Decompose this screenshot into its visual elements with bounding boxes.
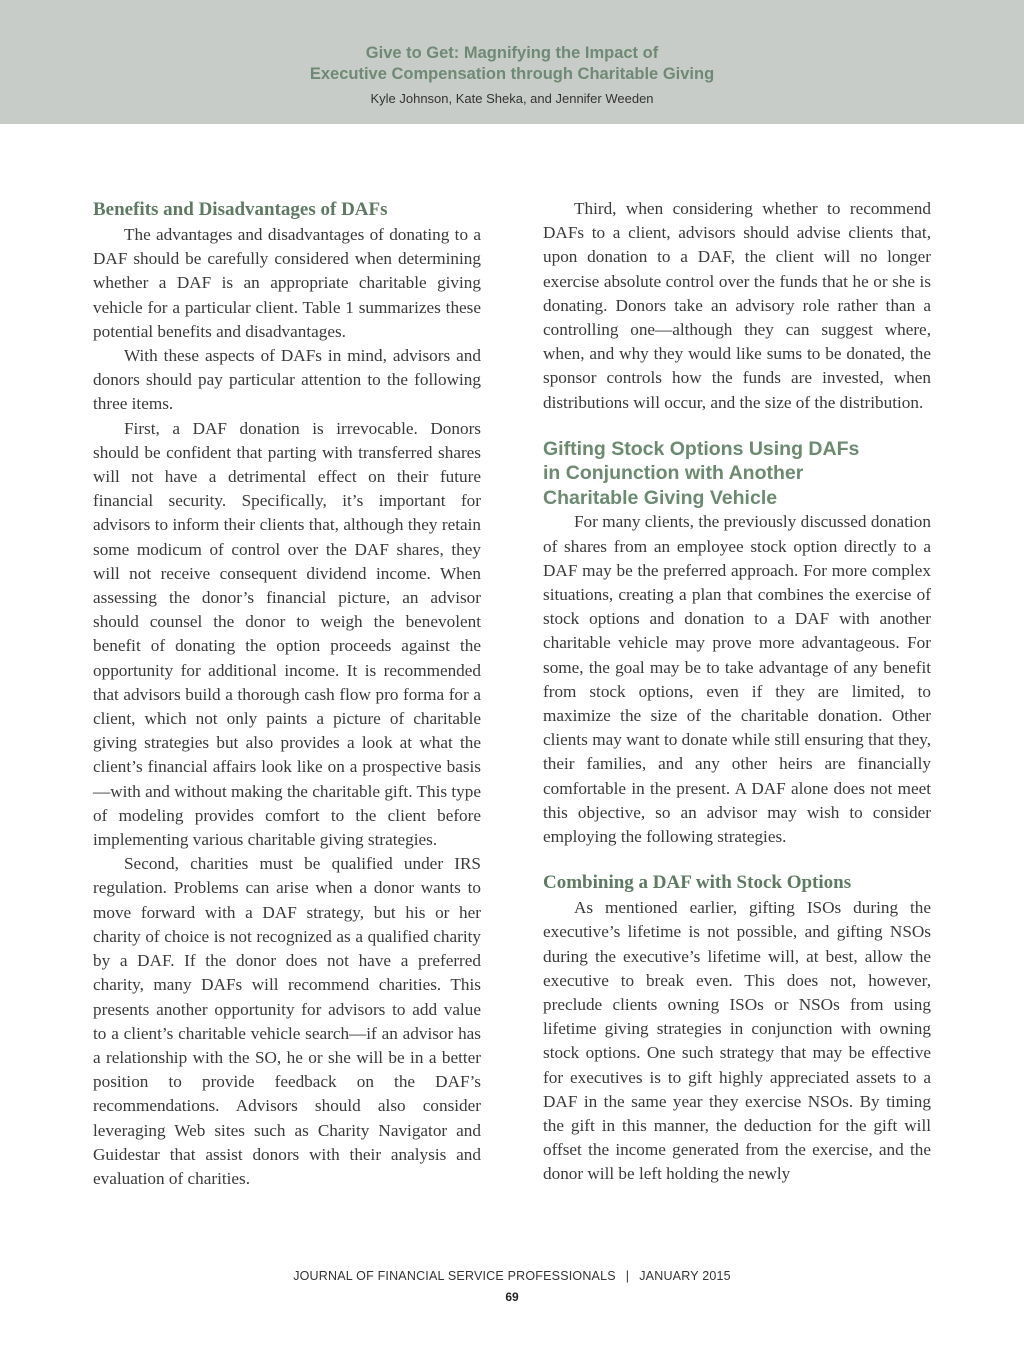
left-column (93, 197, 481, 1191)
paragraph-advantages: The advantages and disadvantages of donating to a DAF should be carefully considered when determining whether a DAF is an appropriate charitable giving vehicle for a particular client. Table 1 summarizes these potential benefits and disadvantages. (93, 225, 481, 341)
paragraph-aspects: With these aspects of DAFs in mind, advisors and donors should pay particular attention to the following three items. (93, 346, 481, 414)
paragraph-third: Third, when considering whether to recommend DAFs to a client, advisors should advise clients that, upon donation to a DAF, the client will no longer exercise absolute control over the funds that he or she is donating. Donors take an advisory role rather than a controlling one—although they can suggest where, when, and why they would like sums to be donated, the sponsor controls how the funds are invested, when distributions will occur, and the size of the distribution. (543, 199, 931, 412)
right-column (543, 197, 931, 1187)
article-title-line-1: Give to Get: Magnifying the Impact of (365, 44, 659, 62)
page-footer (0, 1269, 1024, 1283)
paragraph-gifting: For many clients, the previously discussed donation of shares from an employee stock option directly to a DAF may be the preferred approach. For more complex situations, creating a plan that combines the exercise of stock options and donation to a DAF with another charitable vehicle may prove more advantageous. For some, the goal may be to take advantage of any benefit from stock options, even if they are limited, to maximize the size of the charitable donation. Other clients may want to donate while still ensuring that they, their families, and any other heirs are financially comfortable in the present. A DAF alone does not meet this objective, so an advisor may wish to consider employing the following strategies. (543, 512, 931, 846)
page-number: 69 (505, 1290, 519, 1304)
paragraph-combining: As mentioned earlier, gifting ISOs during the executive’s lifetime is not possible, and gifting NSOs during the executive’s lifetime will, at best, allow the executive to break even. This does not, however, preclude clients owning ISOs or NSOs from using lifetime giving strategies in conjunction with owning stock options. One such strategy that may be effective for executives is to gift highly appreciated assets to a DAF in the same year they exercise NSOs. By timing the gift in this manner, the deduction for the gift will offset the income generated from the exercise, and the donor will be left holding the newly (543, 898, 931, 1184)
paragraph-first: First, a DAF donation is irrevocable. Donors should be confident that parting with transferred shares will not have a detrimental effect on their future financial security. Specifically, it’s important for advisors to inform their clients that, although they retain some modicum of control over the DAF shares, they will not receive consequent dividend income. When assessing the donor’s financial picture, an advisor should counsel the donor to weigh the benevolent benefit of donating the option proceeds against the opportunity for additional income. It is recommended that advisors build a thorough cash flow pro forma for a client, which not only paints a picture of charitable giving strategies but also provides a look at what the client’s financial affairs look like on a prospective basis—with and without making the charitable gift. This type of modeling provides comfort to the client before implementing various charitable giving strategies. (93, 418, 481, 850)
heading-gifting-line-1: Gifting Stock Options Using DAFs (543, 437, 860, 460)
heading-gifting-line-3: Charitable Giving Vehicle (543, 486, 778, 509)
section-heading-benefits: Benefits and Disadvantages of DAFs (93, 199, 388, 220)
running-header (0, 0, 1024, 124)
journal-name: JOURNAL OF FINANCIAL SERVICE PROFESSIONALS (293, 1269, 616, 1283)
article-title-line-2: Executive Compensation through Charitable Giving (309, 65, 715, 83)
heading-gifting-line-2: in Conjunction with Another (543, 462, 804, 485)
issue-date: JANUARY 2015 (639, 1269, 731, 1283)
paragraph-second: Second, charities must be qualified under IRS regulation. Problems can arise when a donor wants to move forward with a DAF strategy, but his or her charity of choice is not recognized as a qualified charity by a DAF. If the donor does not have a preferred charity, many DAFs will recommend charities. This presents another opportunity for advisors to add value to a client’s charitable vehicle search—if an advisor has a relationship with the SO, he or she will be in a better position to provide feedback on the DAF’s recommendations. Advisors should also consider leveraging Web sites such as Charity Navigator and Guidestar that assist donors with their analysis and evaluation of charities. (93, 854, 481, 1188)
section-heading-combining: Combining a DAF with Stock Options (543, 872, 852, 894)
footer-separator: | (625, 1269, 630, 1283)
article-authors: Kyle Johnson, Kate Sheka, and Jennifer Weeden (370, 91, 654, 106)
section-heading-gifting (543, 437, 931, 511)
